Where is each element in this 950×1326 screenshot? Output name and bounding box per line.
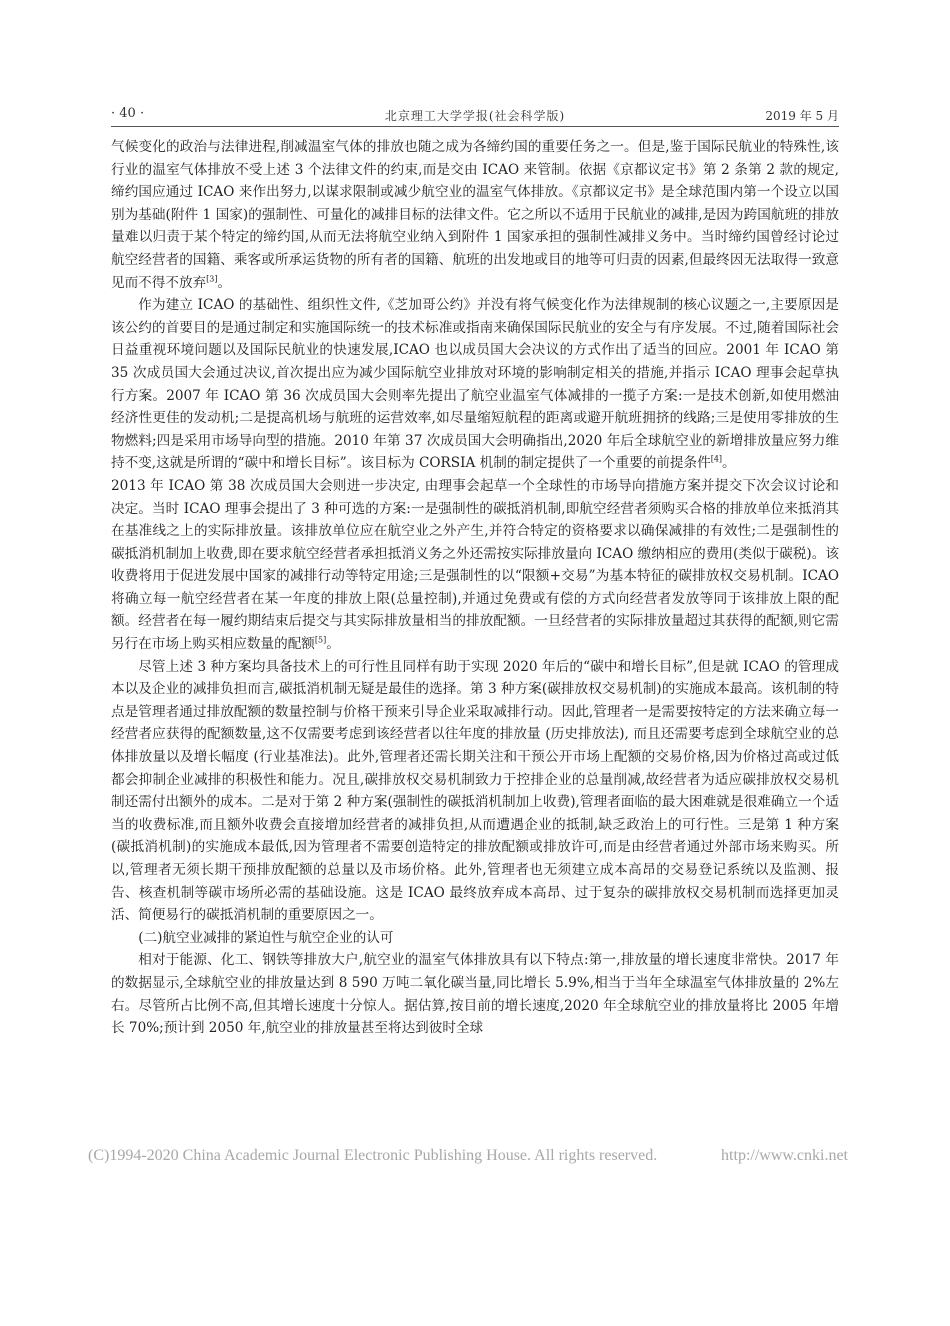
paragraph-continued bbox=[111, 136, 839, 294]
paragraph-text: 作为建立 ICAO 的基础性、组织性文件,《芝加哥公约》并没有将气候变化作为法律规制的核心议题之一,主要原因是该公约的首要目的是通过制定和实施国际统一的技术标准或指南来确保国际民航业的安全与有序发展。不过,随着国际社会日益重视环境问题以及国际民航业的快速发展,ICAO 也以成员国大会决议的方式作出了适当的回应。2001 年 ICAO 第 35 次成员国大会通过决议,首次提出应为减少国际航空业排放对环境的影响制定相关的措施,并指示 ICAO 理事会起草执行方案。2007 年 ICAO 第 36 次成员国大会则率先提出了航空业温室气体减排的一揽子方案:一是技术创新,如使用燃油经济性更佳的发动机;二是提高机场与航班的运营效率,如尽量缩短航程的距离或避开航班拥挤的线路;三是使用零排放的生物燃料;四是采用市场导向型的措施。2010 年第 37 次成员国大会明确指出,2020 年后全球航空业的新增排放量应努力维持不变,这就是所谓的“碳中和增长目标”。该目标为 CORSIA 机制的制定提供了一个重要的前提条件 bbox=[111, 297, 839, 472]
paragraph-tail: 。 bbox=[722, 455, 736, 472]
cnki-link[interactable]: http://www.cnki.net bbox=[721, 1147, 848, 1164]
paragraph-text: 尽管上述 3 种方案均具备技术上的可行性且同样有助于实现 2020 年后的“碳中和增长目标”,但是就 ICAO 的管理成本以及企业的减排负担而言,碳抵消机制无疑是最佳的选择。第 3 种方案(碳排放权交易机制)的实施成本最高。该机制的特点是管理者通过排放配额的数量控制与价格干预来引导企业采取减排行动。因此,管理者一是需要按特定的方法来确立每一经营者应获得的配额数量,这不仅需要考虑到该经营者以往年度的排放量 (历史排放法), 而且还需要考虑到全球航空业的总体排放量以及增长幅度 (行业基准法)。此外,管理者还需长期关注和干预公开市场上配额的交易价格,因为价格过高或过低都会抑制企业减排的积极性和能力。况且,碳排放权交易机制致力于控排企业的总量削减,故经营者为适应碳排放权交易机制还需付出额外的成本。二是对于第 2 种方案(强制性的碳抵消机制加上收费),管理者面临的最大困难就是很难确立一个适当的收费标准,而且额外收费会直接增加经营者的减排负担,从而遭遇企业的抵制,缺乏政治上的可行性。三是第 1 种方案(碳抵消机制)的实施成本最低,因为管理者不需要创造特定的排放配额或排放许可,而是由经营者通过外部市场来购买。所以,管理者无须长期干预排放配额的总量以及市场价格。此外,管理者也无须建立成本高昂的交易登记系统以及监测、报告、核查机制等碳市场所必需的基础设施。这是 ICAO 最终放弃成本高昂、过于复杂的碳排放权交易机制而选择更加灵活、简便易行的碳抵消机制的重要原因之一。 bbox=[111, 658, 839, 924]
citation-ref: [3] bbox=[206, 274, 218, 284]
page-number: · 40 · bbox=[111, 106, 145, 121]
paragraph-text: 2013 年 ICAO 第 38 次成员国大会则进一步决定, 由理事会起草一个全球性的市场导向措施方案并提交下次会议讨论和决定。当时 ICAO 理事会提出了 3 种可选的方案:一是强制性的碳抵消机制,即航空经营者须购买合格的排放单位来抵消其在基准线之上的实际排放量。该排放单位应在航空业之外产生,并符合特定的资格要求以确保减排的有效性;二是强制性的碳抵消机制加上收费,即在要求航空经营者承担抵消义务之外还需按实际排放量向 ICAO 缴纳相应的费用(类似于碳税)。该收费将用于促进发展中国家的减排行动等特定用途;三是强制性的以“限额+交易”为基本特征的碳排放权交易机制。ICAO 将确立每一航空经营者在某一年度的排放上限(总量控制),并通过免费或有偿的方式向经营者发放等同于该排放上限的配额。经营者在每一履约期结束后提交与其实际排放量相当的排放配额。一旦经营者的实际排放量超过其获得的配额,则它需另行在市场上购买相应数量的配额 bbox=[111, 477, 839, 653]
copyright-notice: (C)1994-2020 China Academic Journal Electronic Publishing House. All rights reserved. bbox=[88, 1147, 658, 1164]
paragraph-text: 相对于能源、化工、钢铁等排放大户,航空业的温室气体排放具有以下特点:第一,排放量的增长速度非常快。2017 年的数据显示,全球航空业的排放量达到 8 590 万吨二氧化碳当量,同比增长 5.9%,相当于当年全球温室气体排放量的 2%左右。尽管所占比例不高,但其增长速度十分惊人。据估算,按目前的增长速度,2020 年全球航空业的排放量将比 2005 年增长 70%;预计到 2050 年,航空业的排放量甚至将达到彼时全球 bbox=[111, 952, 839, 1037]
section-heading bbox=[111, 927, 839, 950]
citation-ref: [4] bbox=[710, 454, 723, 464]
paragraph-text: 气候变化的政治与法律进程,削减温室气体的排放也随之成为各缔约国的重要任务之一。但是,鉴于国际民航业的特殊性,该行业的温室气体排放不受上述 3 个法律文件的约束,而是交由 ICAO 来管制。依据《京都议定书》第 2 条第 2 款的规定,缔约国应通过 ICAO 来作出努力,以谋求限制或减少航空业的温室气体排放。《京都议定书》是全球范围内第一个设立以国别为基础(附件 1 国家)的强制性、可量化的减排目标的法律文件。它之所以不适用于民航业的减排,是因为跨国航班的排放量难以归责于某个特定的缔约国,从而无法将航空业纳入到附件 1 国家承担的强制性减排义务中。当时缔约国曾经讨论过航空经营者的国籍、乘客或所承运货物的所有者的国籍、航班的出发地或目的地等可归责的因素,但最终因无法取得一致意见而不得不放弃 bbox=[111, 139, 839, 291]
paragraph-continued bbox=[111, 475, 839, 656]
article-body bbox=[111, 136, 839, 1040]
paragraph bbox=[111, 656, 839, 927]
paragraph-tail: 。 bbox=[217, 274, 232, 291]
header-rule bbox=[111, 126, 839, 127]
citation-ref: [5] bbox=[314, 635, 327, 645]
journal-title: 北京理工大学学报(社会科学版) bbox=[384, 109, 566, 123]
running-header bbox=[111, 104, 839, 126]
paragraph bbox=[111, 294, 839, 475]
paragraph bbox=[111, 949, 839, 1039]
paragraph-tail: 。 bbox=[326, 636, 340, 653]
copyright-footer bbox=[88, 1147, 848, 1169]
section-heading-text: (二)航空业减排的紧迫性与航空企业的认可 bbox=[138, 929, 394, 946]
issue-date: 2019 年 5 月 bbox=[765, 109, 839, 123]
